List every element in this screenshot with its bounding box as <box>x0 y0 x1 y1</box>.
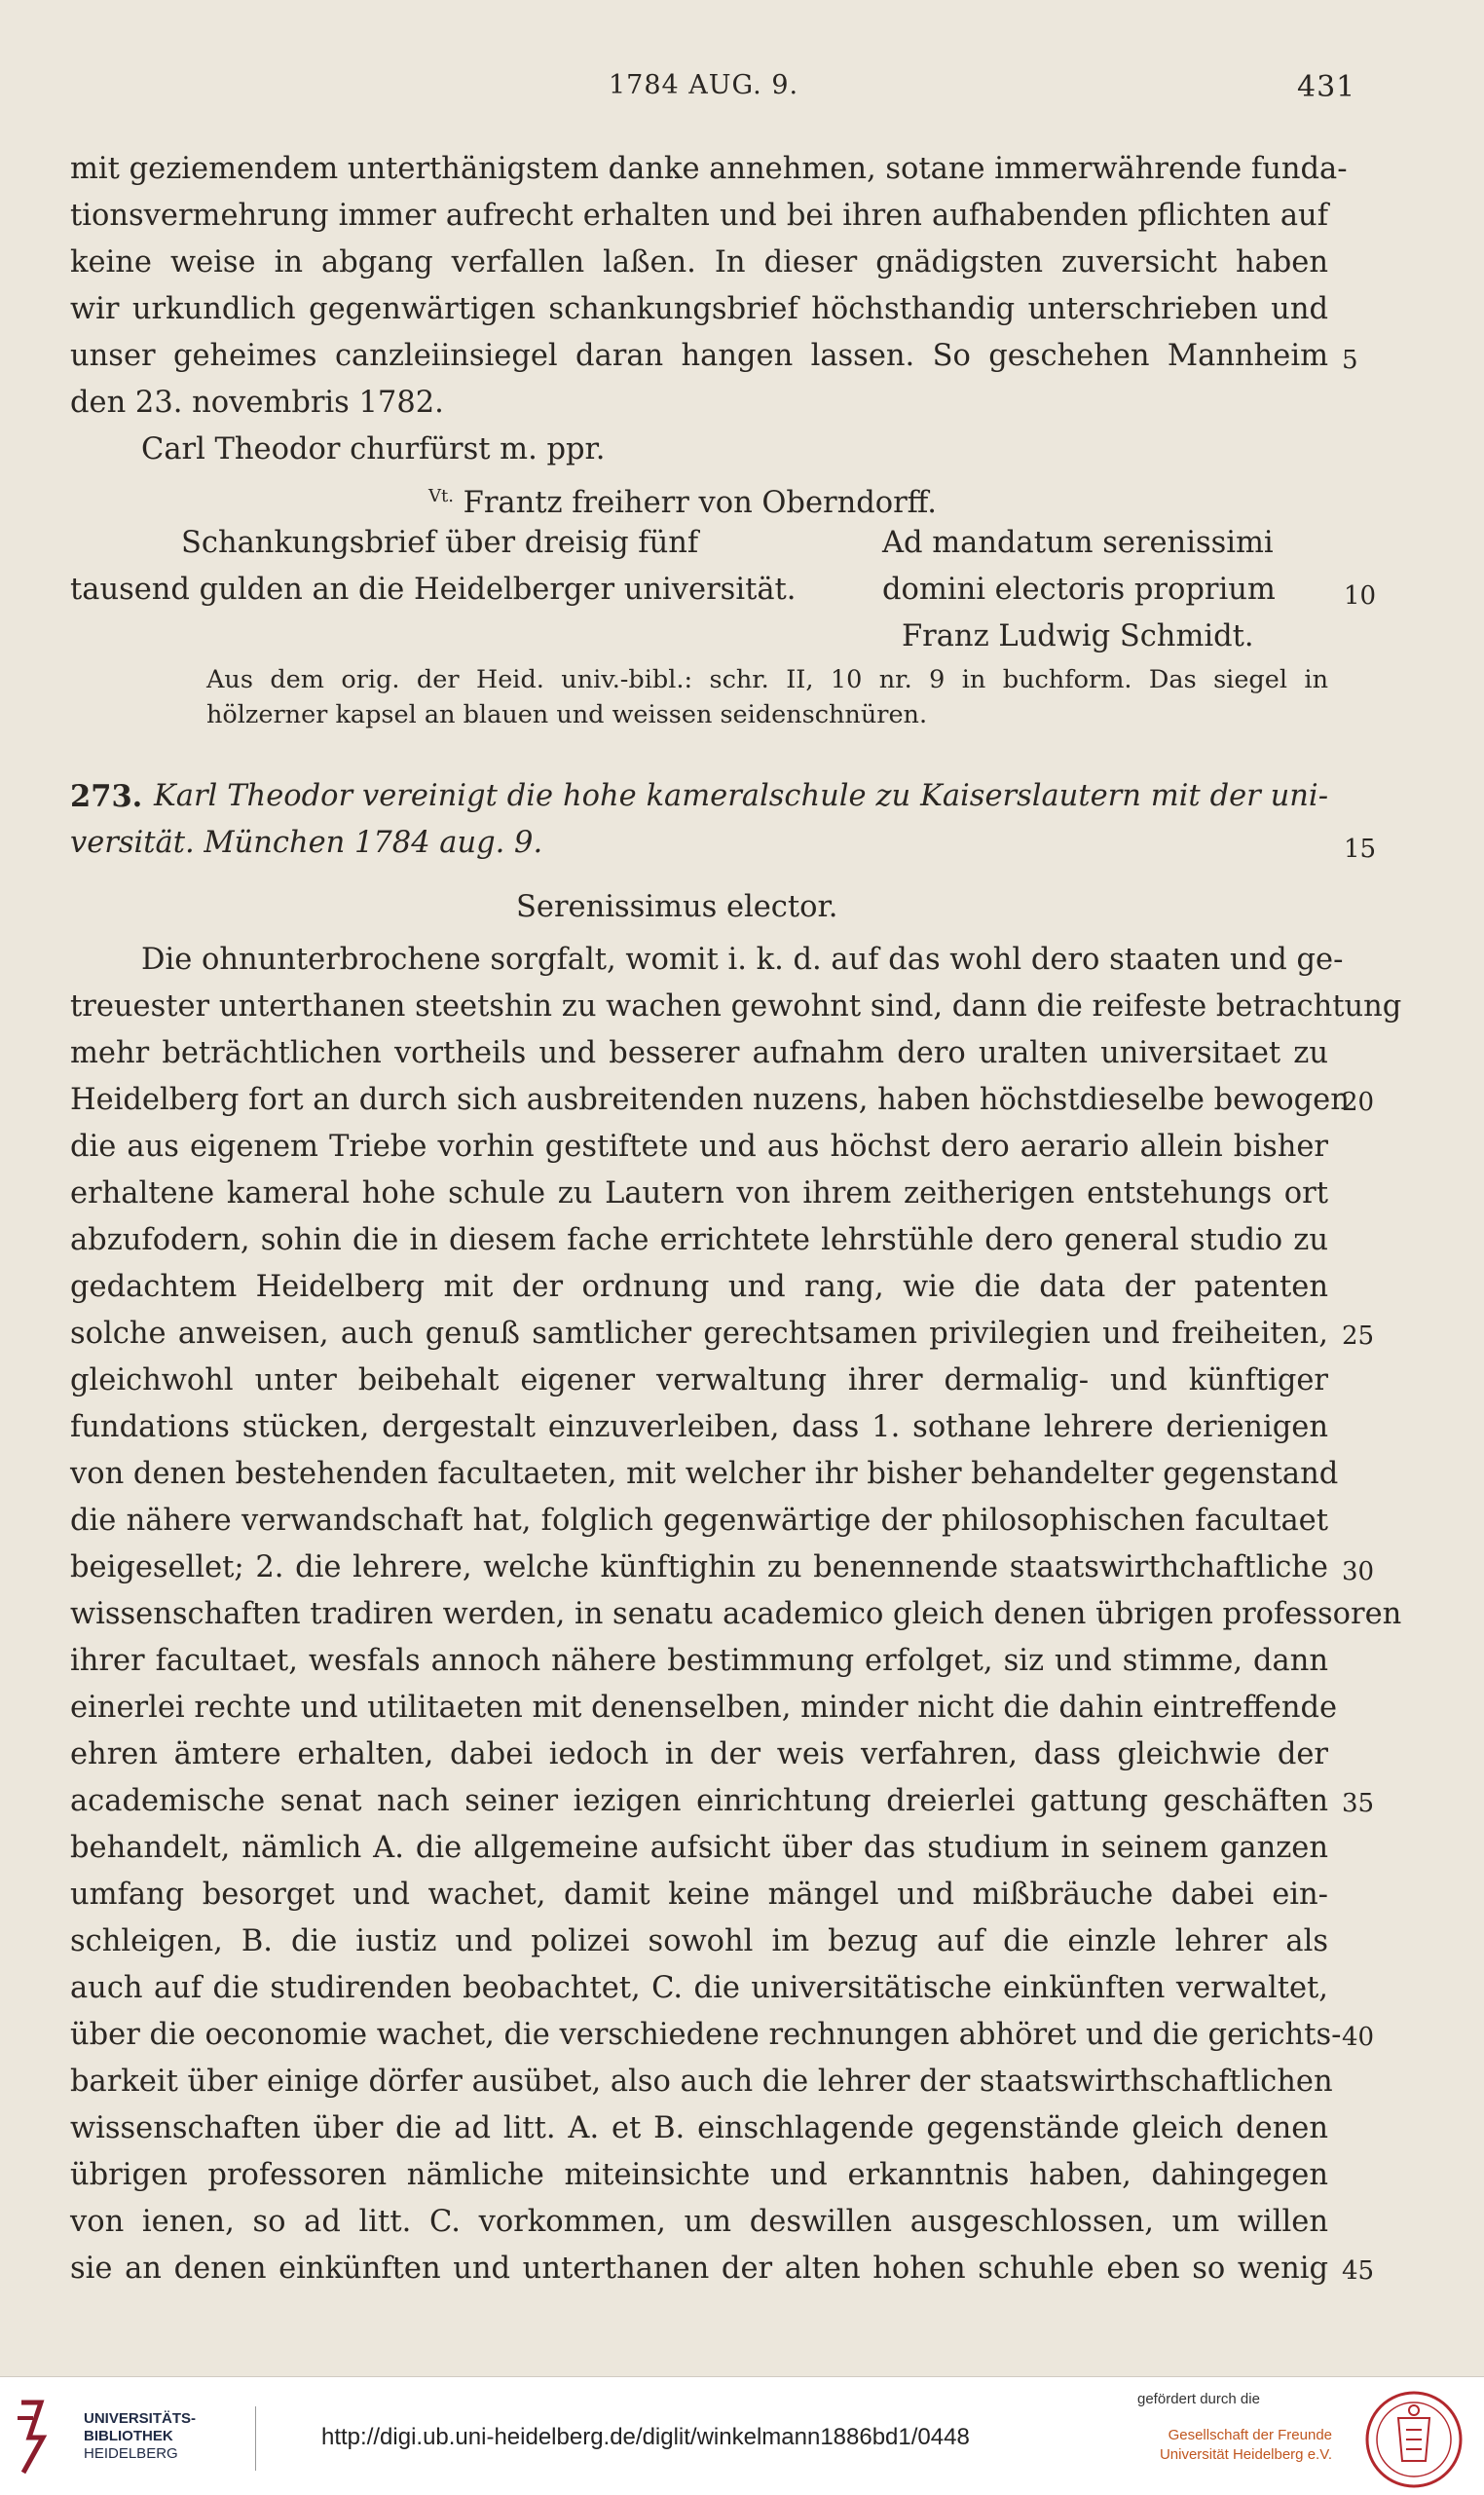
text-line: treuester unterthanen steetshin zu wachen gewohnt sind, dann die reifeste betrachtung <box>70 989 1402 1024</box>
text-line: Die ohnunterbrochene sorgfalt, womit i. k. d. auf das wohl dero staaten und ge- <box>141 943 1344 977</box>
digitization-footer <box>0 2376 1484 2495</box>
library-name-line: BIBLIOTHEK <box>84 2428 173 2444</box>
library-logo-icon <box>14 2399 53 2476</box>
line-number: 45 <box>1342 2256 1375 2286</box>
library-name-line: HEIDELBERG <box>84 2445 178 2462</box>
address-line: Serenissimus elector. <box>516 890 838 924</box>
text-line: wissenschaften über die ad litt. A. et B. einschlagende gegenstände gleich denen <box>70 2111 1328 2145</box>
source-note-line: hölzerner kapsel an blauen und weissen seidenschnüren. <box>206 700 928 729</box>
text-line: ehren ämtere erhalten, dabei iedoch in der weis verfahren, dass gleichwie der <box>70 1737 1328 1771</box>
sponsor-name <box>1137 2426 1332 2465</box>
text-line: auch auf die studirenden beobachtet, C. die universitätische einkünften verwaltet, <box>70 1971 1328 2005</box>
text-line: mehr beträchtlichen vortheils und besserer aufnahm dero uralten universitaet zu <box>70 1036 1328 1070</box>
university-seal-icon <box>1363 2389 1465 2490</box>
countersignature-name: Frantz freiherr von Oberndorff. <box>463 486 937 521</box>
text-line: gedachtem Heidelberg mit der ordnung und rang, wie die data der patenten <box>70 1270 1328 1304</box>
footer-divider <box>255 2406 256 2471</box>
text-line: barkeit über einige dörfer ausübet, also auch die lehrer der staatswirthschaftlichen <box>70 2065 1333 2099</box>
line-number: 25 <box>1342 1322 1375 1351</box>
text-line: über die oeconomie wachet, die verschiedene rechnungen abhöret und die gerichts- <box>70 2018 1342 2052</box>
countersignature-abbrev: Vt. <box>428 486 454 506</box>
text-line: Heidelberg fort an durch sich ausbreitenden nuzens, haben höchstdieselbe bewogen <box>70 1083 1350 1117</box>
document-title-line: versität. München 1784 aug. 9. <box>70 826 543 860</box>
source-note-line: Aus dem orig. der Heid. univ.-bibl.: schr. II, 10 nr. 9 in buchform. Das siegel in <box>206 665 1328 694</box>
sponsor-label: gefördert durch die <box>1137 2391 1260 2407</box>
signature-line: Carl Theodor churfürst m. ppr. <box>141 432 606 466</box>
text-line: umfang besorget und wachet, damit keine mängel und mißbräuche dabei ein- <box>70 1878 1328 1912</box>
text-line: erhaltene kameral hohe schule zu Lautern von ihrem zeitherigen entstehungs ort <box>70 1176 1328 1210</box>
line-number: 5 <box>1342 346 1358 375</box>
charter-line: den 23. novembris 1782. <box>70 386 444 420</box>
line-number: 40 <box>1342 2023 1375 2052</box>
mandate-line: Franz Ludwig Schmidt. <box>902 619 1254 653</box>
charter-line: tionsvermehrung immer aufrecht erhalten und bei ihren aufhabenden pflichten auf <box>70 199 1328 233</box>
text-line: wissenschaften tradiren werden, in senatu academico gleich denen übrigen professoren <box>70 1597 1402 1631</box>
library-name-line: UNIVERSITÄTS- <box>84 2410 197 2427</box>
sponsor-name-line: Universität Heidelberg e.V. <box>1159 2446 1332 2463</box>
text-line: abzufodern, sohin die in diesem fache errichtete lehrstühle dero general studio zu <box>70 1223 1328 1257</box>
charter-line: unser geheimes canzleiinsiegel daran hangen lassen. So geschehen Mannheim <box>70 339 1328 373</box>
mandate-line: domini electoris proprium <box>882 573 1276 607</box>
text-line: sie an denen einkünften und unterthanen der alten hohen schuhle eben so wenig <box>70 2252 1328 2286</box>
text-line: beigesellet; 2. die lehrere, welche künftighin zu benennende staatswirthchaftliche <box>70 1550 1328 1584</box>
countersignature-line <box>428 473 1305 520</box>
text-line: ihrer facultaet, wesfals annoch nähere bestimmung erfolget, siz und stimme, dann <box>70 1644 1328 1678</box>
line-number: 15 <box>1344 835 1377 864</box>
text-line: die aus eigenem Triebe vorhin gestiftete und aus höchst dero aerario allein bisher <box>70 1130 1328 1164</box>
text-line: fundations stücken, dergestalt einzuverleiben, dass 1. sothane lehrere derienigen <box>70 1410 1328 1444</box>
mandate-line: Ad mandatum serenissimi <box>882 526 1274 560</box>
document-number: 273. <box>70 779 143 814</box>
line-number: 10 <box>1344 581 1377 611</box>
text-line: academische senat nach seiner iezigen einrichtung dreierlei gattung geschäften <box>70 1784 1328 1818</box>
sponsor-name-line: Gesellschaft der Freunde <box>1168 2427 1332 2443</box>
text-line: behandelt, nämlich A. die allgemeine aufsicht über das studium in seinem ganzen <box>70 1831 1328 1865</box>
charter-line: wir urkundlich gegenwärtigen schankungsbrief höchsthandig unterschrieben und <box>70 292 1328 326</box>
permalink-url[interactable]: http://digi.ub.uni-heidelberg.de/diglit/winkelmann1886bd1/0448 <box>321 2424 970 2450</box>
library-name <box>84 2410 196 2463</box>
charter-line: mit geziemendem unterthänigstem danke annehmen, sotane immerwährende funda- <box>70 152 1348 186</box>
endorsement-line: tausend gulden an die Heidelberger universität. <box>70 573 797 607</box>
text-line: die nähere verwandschaft hat, folglich gegenwärtige der philosophischen facultaet <box>70 1504 1328 1538</box>
endorsement-line: Schankungsbrief über dreisig fünf <box>181 526 699 560</box>
document-title-line: Karl Theodor vereinigt die hohe kameralschule zu Kaiserslautern mit der uni- <box>154 779 1328 813</box>
page-number: 431 <box>1297 70 1356 104</box>
text-line: gleichwohl unter beibehalt eigener verwaltung ihrer dermalig- und künftiger <box>70 1363 1328 1397</box>
text-line: übrigen professoren nämliche miteinsichte und erkanntnis haben, dahingegen <box>70 2158 1328 2192</box>
text-line: solche anweisen, auch genuß samtlicher gerechtsamen privilegien und freiheiten, <box>70 1317 1328 1351</box>
line-number: 35 <box>1342 1789 1375 1818</box>
text-line: einerlei rechte und utilitaeten mit denenselben, minder nicht die dahin eintreffende <box>70 1691 1338 1725</box>
running-title: 1784 AUG. 9. <box>609 70 799 100</box>
charter-line: keine weise in abgang verfallen laßen. In dieser gnädigsten zuversicht haben <box>70 245 1328 279</box>
line-number: 20 <box>1342 1088 1375 1117</box>
text-line: von ienen, so ad litt. C. vorkommen, um deswillen ausgeschlossen, um willen <box>70 2205 1328 2239</box>
text-line: schleigen, B. die iustiz und polizei sowohl im bezug auf die einzle lehrer als <box>70 1924 1328 1958</box>
text-line: von denen bestehenden facultaeten, mit welcher ihr bisher behandelter gegenstand <box>70 1457 1339 1491</box>
line-number: 30 <box>1342 1557 1375 1586</box>
